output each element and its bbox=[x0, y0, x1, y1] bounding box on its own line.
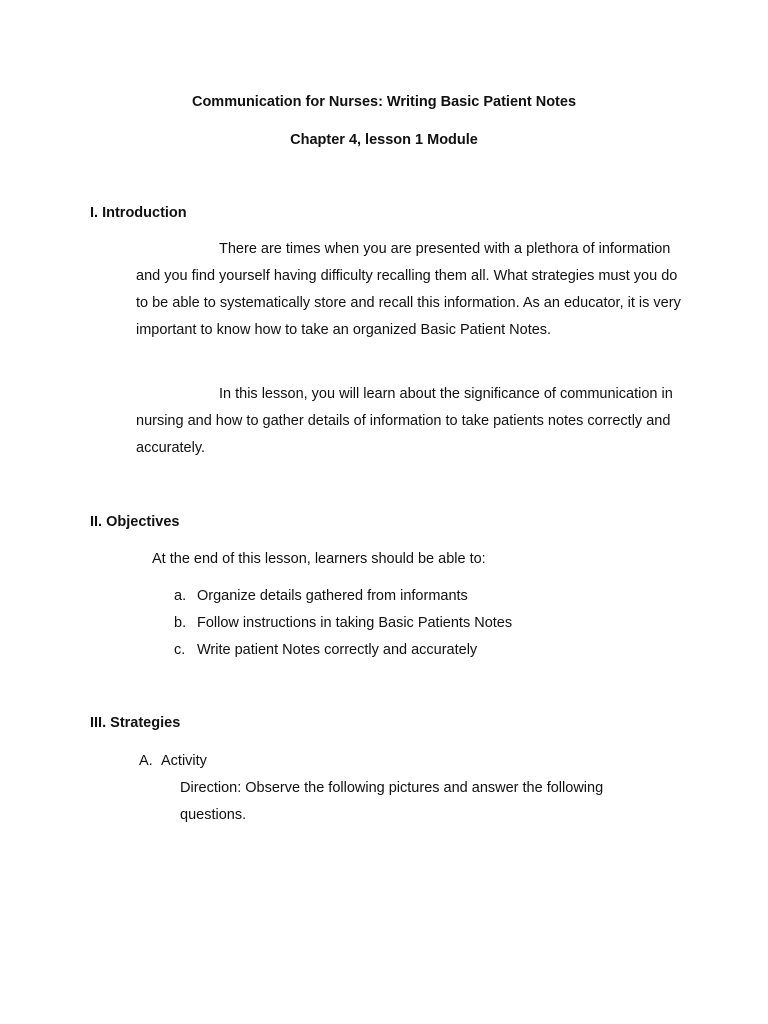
activity-marker: A. bbox=[139, 753, 153, 769]
objective-text: Organize details gathered from informants bbox=[197, 588, 468, 604]
objective-item bbox=[174, 610, 512, 637]
objective-marker: a. bbox=[174, 588, 187, 604]
objective-marker: c. bbox=[174, 642, 186, 658]
activity-item bbox=[139, 748, 207, 775]
objective-text: Follow instructions in taking Basic Patients Notes bbox=[197, 615, 513, 631]
strategies-heading: III. Strategies bbox=[90, 715, 181, 731]
objectives-heading: II. Objectives bbox=[90, 514, 180, 530]
objective-item bbox=[174, 583, 512, 610]
objectives-list bbox=[174, 583, 512, 664]
document-title: Communication for Nurses: Writing Basic Patient Notes bbox=[191, 94, 577, 110]
objective-item bbox=[174, 637, 512, 664]
introduction-paragraph: In this lesson, you will learn about the significance of communication in nursing and how to gather details of information to take patients notes correctly and accurately. bbox=[136, 386, 673, 456]
objective-text: Write patient Notes correctly and accurately bbox=[197, 642, 478, 658]
introduction-heading: I. Introduction bbox=[90, 205, 187, 221]
activity-direction: Direction: Observe the following pictures and answer the following questions. bbox=[180, 780, 604, 823]
activity-label: Activity bbox=[161, 753, 207, 769]
objective-marker: b. bbox=[174, 615, 187, 631]
document-subtitle: Chapter 4, lesson 1 Module bbox=[290, 132, 478, 148]
introduction-paragraph: There are times when you are presented with a plethora of information and you find yourself having difficulty recalling them all. What strategies must you do to be able to systematically store and recall this information. As an educator, it is very important to know how to take an organized Basic Patient Notes. bbox=[136, 241, 681, 338]
objectives-lead-in: At the end of this lesson, learners should be able to: bbox=[152, 551, 486, 567]
